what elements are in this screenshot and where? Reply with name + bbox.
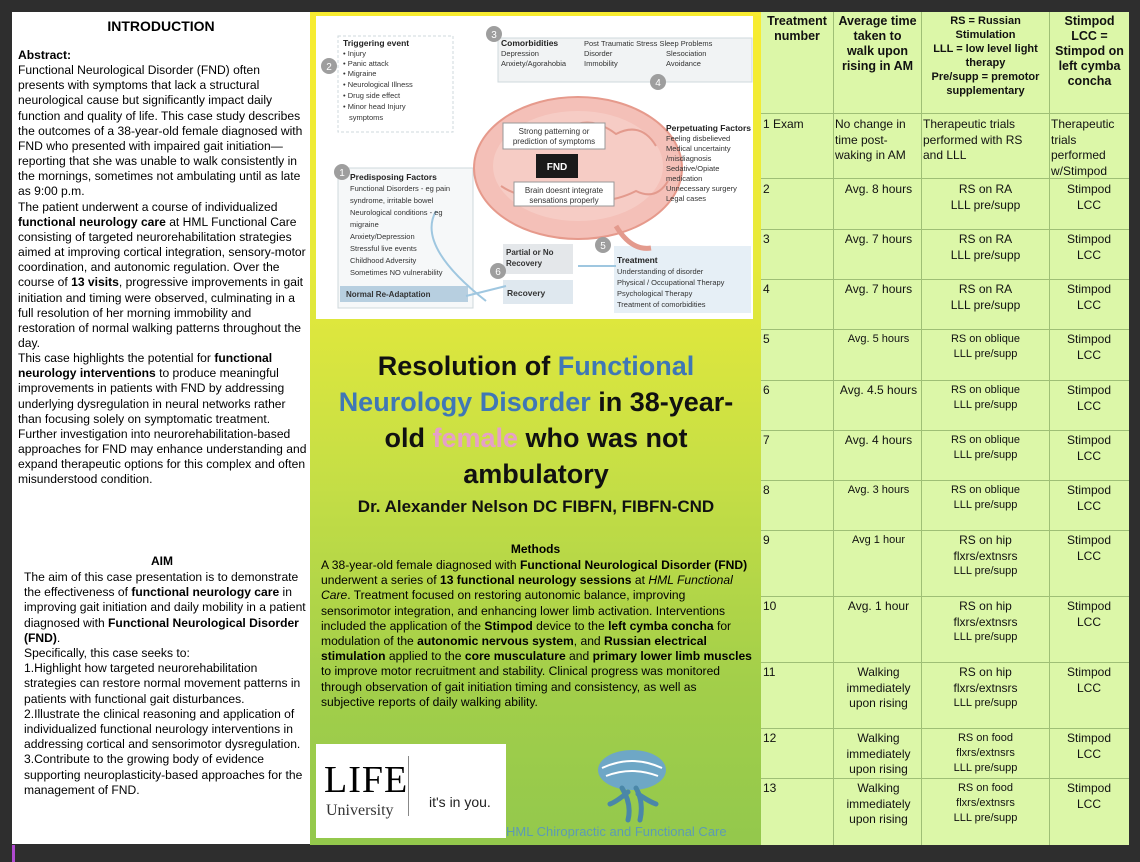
center-panel (310, 12, 761, 845)
logo-divider (408, 756, 409, 816)
row-12-rs: RS on food flxrs/extnsrs LLL pre/supp (953, 732, 1018, 774)
comorbidities-title: Comorbidities (501, 38, 559, 48)
table-gridline (761, 229, 1129, 230)
table-gridline (761, 329, 1129, 330)
table-gridline (761, 596, 1129, 597)
row-3-stimpod: Stimpod LCC (1066, 232, 1112, 262)
row-10-time: Avg. 1 hour (847, 599, 910, 613)
step-number: 4 (655, 78, 661, 89)
treatment-item: Understanding of disorder (617, 267, 704, 276)
strong-patterning-label: prediction of symptoms (512, 137, 596, 146)
row-7-stimpod: Stimpod LCC (1066, 433, 1112, 463)
comorbidities-item: Disorder (584, 49, 613, 58)
window-edge-marker (12, 845, 15, 862)
treatment-item: Physical / Occupational Therapy (617, 278, 725, 287)
row-6-rs: RS on oblique LLL pre/supp (950, 384, 1021, 411)
triggering-item: • Panic attack (343, 59, 389, 68)
hml-brain-logo-icon (592, 744, 672, 824)
row-5-time: Avg. 5 hours (847, 333, 910, 345)
life-wordmark: LIFE (324, 759, 409, 801)
row-6-number: 6 (763, 383, 770, 397)
row-6-stimpod: Stimpod LCC (1066, 383, 1112, 413)
triggering-item: symptoms (349, 113, 384, 122)
triggering-item: • Migraine (343, 69, 377, 78)
step-number: 2 (326, 62, 332, 73)
table-gridline (1049, 12, 1050, 845)
row-1-stimpod: Therapeutic trials performed w/Stimpod (1051, 117, 1115, 178)
row-8-rs: RS on oblique LLL pre/supp (950, 484, 1021, 511)
comorbidities-item: Avoidance (666, 59, 701, 68)
row-10-number: 10 (763, 599, 777, 613)
predisposing-item: syndrome, irritable bowel (350, 196, 434, 205)
row-1-number: 1 Exam (763, 117, 804, 131)
aim-item-2: 2.Illustrate the clinical reasoning and application of individualized functional neurology interventions in addressing cortical and sensorimotor dysregulation. (24, 706, 301, 752)
row-2-number: 2 (763, 182, 770, 196)
partial-recovery-label: Recovery (506, 259, 543, 268)
row-11-rs: RS on hip flxrs/extnsrs LLL pre/supp (953, 665, 1018, 709)
row-9-number: 9 (763, 533, 770, 547)
aim-paragraph-2: Specifically, this case seeks to: (24, 646, 190, 661)
row-5-number: 5 (763, 332, 770, 346)
perpetuating-item: /misdiagnosis (666, 154, 712, 163)
abstract-paragraph-3: This case highlights the potential for functional neurology interventions to produce meaningful improvements in patients with FND by addressing underlying dysregulation in neural networks rather than focusing solely on symptomatic treatment. Further investigation into neurorehabilitation-based approaches for FND may enhance understanding and expand therapeutic options for this complex and often misunderstood condition. (18, 351, 307, 487)
row-3-time: Avg. 7 hours (844, 232, 913, 246)
table-gridline (761, 279, 1129, 280)
row-11-stimpod: Stimpod LCC (1066, 665, 1112, 695)
table-gridline (761, 728, 1129, 729)
introduction-panel (12, 12, 310, 844)
strong-patterning-label: Strong patterning or (518, 127, 590, 136)
recovery-label: Recovery (507, 288, 546, 298)
perpetuating-item: Unnecessary surgery (666, 184, 737, 193)
row-9-stimpod: Stimpod LCC (1066, 533, 1112, 563)
abstract-text (18, 48, 308, 488)
perpetuating-item: Feeling disbelieved (666, 134, 731, 143)
header-treatment-number: Treatment number (767, 14, 827, 43)
comorbidities-item: Post Traumatic Stress Sleep Problems (584, 39, 713, 48)
table-gridline (761, 430, 1129, 431)
predisposing-item: migraine (350, 220, 379, 229)
comorbidities-item: Slesociation (666, 49, 707, 58)
comorbidities-item: Immobility (584, 59, 618, 68)
aim-item-1: 1.Highlight how targeted neurorehabilitation strategies can restore normal movement patterns in patients with functional gait disturbances. (24, 661, 301, 706)
life-university-logo (316, 744, 506, 838)
triggering-item: • Neurological Illness (343, 80, 413, 89)
row-4-time: Avg. 7 hours (844, 282, 913, 296)
treatment-item: Psychological Therapy (617, 289, 693, 298)
row-8-number: 8 (763, 483, 770, 497)
row-13-number: 13 (763, 781, 777, 795)
row-12-time: Walking immediately upon rising (846, 731, 911, 776)
row-5-rs: RS on oblique LLL pre/supp (950, 333, 1021, 360)
table-gridline (761, 662, 1129, 663)
perpetuating-item: Legal cases (666, 194, 707, 203)
row-4-rs: RS on RA LLL pre/supp (950, 282, 1021, 312)
row-1-time: No change in time post- waking in AM (835, 117, 906, 162)
treatment-item: Treatment of comorbidities (617, 300, 706, 309)
table-gridline (761, 778, 1129, 779)
perpetuating-item: medication (666, 174, 703, 183)
fnd-model-diagram (316, 16, 753, 319)
row-1-rs: Therapeutic trials performed with RS and LLL (923, 117, 1023, 162)
predisposing-item: Neurological conditions - eg (350, 208, 443, 217)
header-stimpod: Stimpod LCC = Stimpod on left cymba concha (1055, 14, 1124, 88)
header-rs-lll: RS = Russian Stimulation LLL = low level light therapy Pre/supp = premotor supplementary (931, 15, 1040, 97)
predisposing-item: Sometimes NO vulnerability (350, 268, 443, 277)
fnd-center-label: FND (546, 162, 568, 173)
normal-readaptation-label: Normal Re-Adaptation (346, 290, 431, 299)
brain-integrate-label: sensations properly (529, 196, 599, 205)
row-12-number: 12 (763, 731, 777, 745)
table-gridline (761, 530, 1129, 531)
row-6-time: Avg. 4.5 hours (839, 383, 918, 397)
predisposing-factors-title: Predisposing Factors (350, 172, 437, 182)
aim-item-3: 3.Contribute to the growing body of evidence supporting neuroplasticity-based approaches for the management of FND. (24, 752, 303, 797)
row-4-number: 4 (763, 282, 770, 296)
header-average-time: Average time taken to walk upon rising in AM (838, 14, 917, 73)
step-number: 1 (339, 168, 345, 179)
logo-tagline: it's in you. (429, 794, 491, 810)
perpetuating-item: Medical uncertainty (666, 144, 731, 153)
row-2-rs: RS on RA LLL pre/supp (950, 182, 1021, 212)
row-11-time: Walking immediately upon rising (846, 665, 911, 710)
comorbidities-item: Depression (501, 49, 539, 58)
triggering-item: • Drug side effect (343, 91, 401, 100)
predisposing-item: Functional Disorders - eg pain (350, 184, 451, 193)
poster-title: Resolution of Functional Neurology Disorder in 38-year-old female who was not ambulatory (338, 351, 734, 489)
perpetuating-item: Sedative/Opiate (666, 164, 720, 173)
row-3-rs: RS on RA LLL pre/supp (950, 232, 1021, 262)
hml-clinic-name: HML Chiropractic and Functional Care (506, 824, 727, 839)
partial-recovery-label: Partial or No (506, 248, 554, 257)
methods-title: Methods (510, 542, 561, 556)
predisposing-item: Stressful live events (350, 244, 417, 253)
row-2-time: Avg. 8 hours (844, 182, 913, 196)
row-3-number: 3 (763, 232, 770, 246)
aim-title: AIM (151, 554, 173, 568)
aim-text (24, 570, 312, 798)
abstract-paragraph-1: Functional Neurological Disorder (FND) often presents with symptoms that lack a structural neurological cause but significantly impact daily function and quality of life. This case study describes the outcomes of a 38-year-old female diagnosed with FND who presented with impaired gait initiation—reporting that she was unable to walk consistently in the mornings, sometimes not ambulating until as late as 9:00 p.m. (18, 63, 303, 199)
university-wordmark: University (326, 802, 394, 819)
row-10-rs: RS on hip flxrs/extnsrs LLL pre/supp (953, 599, 1018, 643)
row-4-stimpod: Stimpod LCC (1066, 282, 1112, 312)
table-gridline (833, 12, 834, 845)
step-number: 6 (495, 267, 501, 278)
row-8-time: Avg. 3 hours (847, 484, 910, 496)
row-9-time: Avg 1 hour (851, 534, 905, 546)
row-12-stimpod: Stimpod LCC (1066, 731, 1112, 761)
row-7-time: Avg. 4 hours (844, 433, 913, 447)
brain-integrate-label: Brain doesnt integrate (524, 186, 604, 195)
table-gridline (761, 480, 1129, 481)
row-13-time: Walking immediately upon rising (846, 781, 911, 826)
row-11-number: 11 (763, 665, 776, 679)
table-gridline (761, 380, 1129, 381)
comorbidities-item: Anxiety/Agorahobia (501, 59, 567, 68)
row-10-stimpod: Stimpod LCC (1066, 599, 1112, 629)
methods-text: A 38-year-old female diagnosed with Functional Neurological Disorder (FND) underwent a series of 13 functional neurology sessions at HML Functional Care. Treatment focused on restoring autonomic balance, improving sensorimotor integration, and enhancing lower limb activation. Interventions included the application of the Stimpod device to the left cymba concha for modulation of the autonomic nervous system, and Russian electrical stimulation applied to the core musculature and primary lower limb muscles to improve motor recruitment and stability. Clinical progress was monitored through observation of gait initiation timing and consistency, as well as subjective reports of daily walking ability. (321, 558, 752, 709)
row-13-stimpod: Stimpod LCC (1066, 781, 1112, 811)
perpetuating-factors-title: Perpetuating Factors (666, 123, 752, 133)
aim-paragraph-1: The aim of this case presentation is to demonstrate the effectiveness of functional neurology care in improving gait initiation and daily mobility in a patient diagnosed with Functional Neurological Disorder (FND). (24, 570, 306, 645)
triggering-item: • Minor head Injury (343, 102, 406, 111)
row-5-stimpod: Stimpod LCC (1066, 332, 1112, 362)
row-13-rs: RS on food flxrs/extnsrs LLL pre/supp (953, 782, 1018, 824)
row-9-rs: RS on hip flxrs/extnsrs LLL pre/supp (953, 533, 1018, 577)
step-number: 5 (600, 241, 606, 252)
row-2-stimpod: Stimpod LCC (1066, 182, 1112, 212)
predisposing-item: Anxiety/Depression (350, 232, 415, 241)
predisposing-item: Childhood Adversity (350, 256, 417, 265)
step-number: 3 (491, 30, 497, 41)
treatment-table (761, 12, 1129, 845)
row-8-stimpod: Stimpod LCC (1066, 483, 1112, 513)
introduction-title: INTRODUCTION (107, 18, 215, 34)
row-7-rs: RS on oblique LLL pre/supp (950, 434, 1021, 461)
abstract-heading: Abstract: (18, 48, 72, 62)
treatment-title: Treatment (617, 255, 658, 265)
abstract-paragraph-2: The patient underwent a course of individualized functional neurology care at HML Functional Care consisting of targeted neurorehabilitation strategies aimed at improving cortical integration, sensory-motor coordination, and autonomic regulation. Over the course of 13 visits, progressive improvements in gait initiation and timing were observed, culminating in a full resolution of her morning immobility and restoration of normal walking patterns throughout the day. (18, 199, 306, 350)
author-line: Dr. Alexander Nelson DC FIBFN, FIBFN-CND (357, 497, 715, 516)
fnd-model-figure (316, 16, 753, 319)
table-gridline (761, 113, 1129, 114)
triggering-event-title: Triggering event (343, 38, 410, 48)
row-7-number: 7 (763, 433, 770, 447)
triggering-item: • Injury (343, 49, 367, 58)
